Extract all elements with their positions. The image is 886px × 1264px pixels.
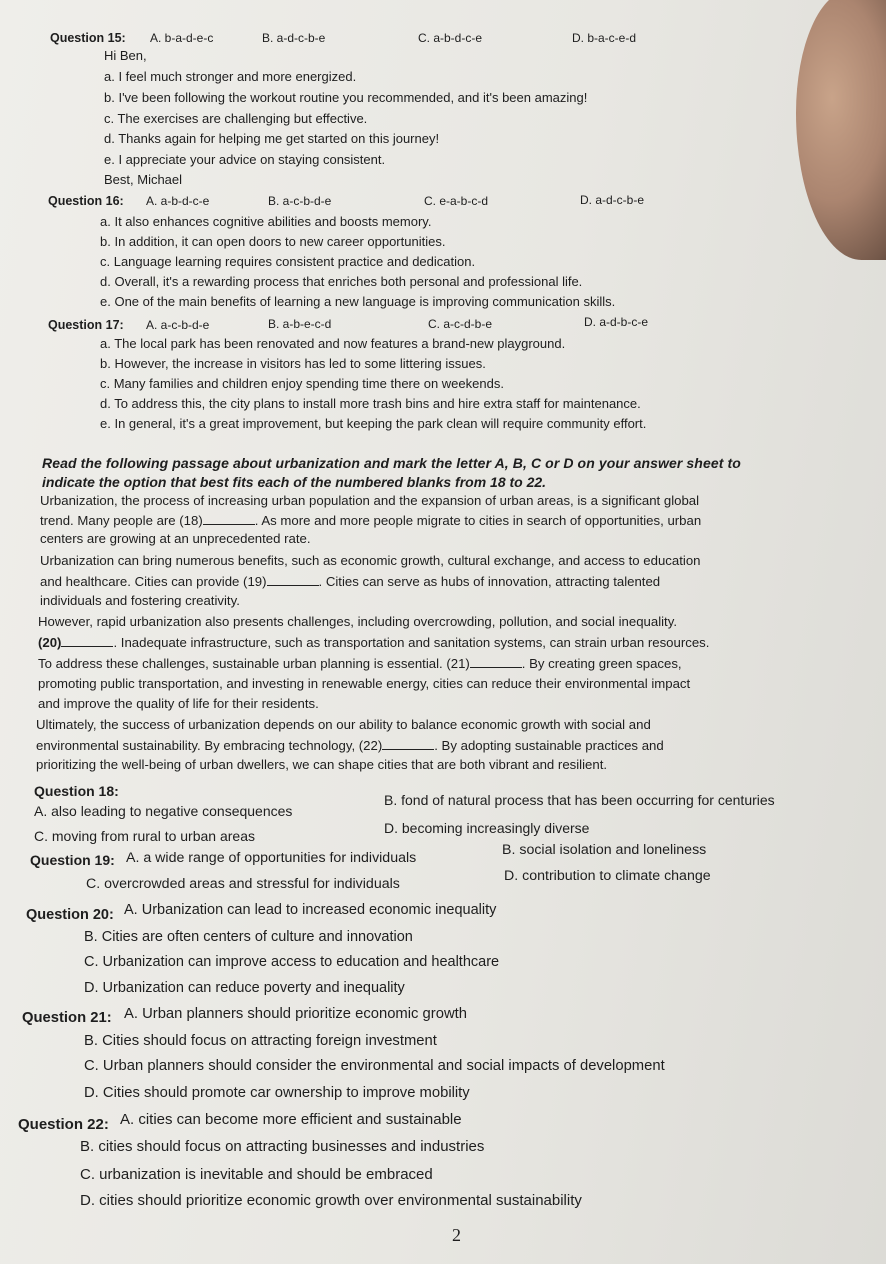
passage-text: . By adopting sustainable practices and <box>434 738 664 753</box>
q21-option-d: D. Cities should promote car ownership to improve mobility <box>84 1085 470 1101</box>
q16-line-0: a. It also enhances cognitive abilities and boosts memory. <box>100 214 432 229</box>
q15-line-2: b. I've been following the workout routine you recommended, and it's been amazing! <box>104 90 588 105</box>
q17-line-3: d. To address this, the city plans to install more trash bins and hire extra staff for maintenance. <box>100 396 641 411</box>
q17-line-1: b. However, the increase in visitors has led to some littering issues. <box>100 356 486 371</box>
q22-option-c: C. urbanization is inevitable and should be embraced <box>80 1166 433 1183</box>
q18-option-a: A. also leading to negative consequences <box>34 803 293 819</box>
q15-option-d: D. b-a-c-e-d <box>572 31 637 45</box>
q18-option-d: D. becoming increasingly diverse <box>384 820 590 836</box>
q22-option-d: D. cities should prioritize economic growth over environmental sustainability <box>80 1192 582 1209</box>
q22-option-a: A. cities can become more efficient and sustainable <box>120 1111 462 1128</box>
passage-p2-line-3: individuals and fostering creativity. <box>40 593 240 608</box>
q16-label: Question 16: <box>48 194 124 208</box>
q17-option-d: D. a-d-b-c-e <box>584 315 649 329</box>
instruction-line-0: Read the following passage about urbanization and mark the letter A, B, C or D on your answer sheet to <box>42 455 741 471</box>
finger-photo-artifact <box>796 0 886 260</box>
q15-header <box>50 30 126 46</box>
passage-p3-line-1 <box>38 634 709 651</box>
blank-20 <box>61 634 113 647</box>
passage-p1-line-0: Urbanization, the process of increasing urban population and the expansion of urban areas, is a significant global <box>40 493 700 508</box>
q20-option-c: C. Urbanization can improve access to education and healthcare <box>84 954 500 970</box>
blank-18 <box>203 512 255 525</box>
q20-option-d: D. Urbanization can reduce poverty and inequality <box>84 980 405 996</box>
q19-option-d: D. contribution to climate change <box>504 868 711 884</box>
q21-label: Question 21: <box>22 1010 112 1026</box>
passage-p2-line-1 <box>40 573 660 590</box>
passage-p1-line-1 <box>40 512 701 529</box>
passage-p3-line-0: However, rapid urbanization also presents challenges, including overcrowding, pollution, and social inequality. <box>38 614 677 629</box>
passage-text: . As more and more people migrate to cities in search of opportunities, urban <box>254 513 702 528</box>
q20-label: Question 20: <box>26 907 114 923</box>
q15-line-3: c. The exercises are challenging but effective. <box>104 111 368 126</box>
blank-22 <box>382 737 434 750</box>
passage-text: trend. Many people are (18) <box>40 513 203 528</box>
q15-option-a: A. b-a-d-e-c <box>150 31 214 45</box>
passage-text: . By creating green spaces, <box>521 656 682 671</box>
q18-option-b: B. fond of natural process that has been occurring for centuries <box>384 792 775 808</box>
q21-option-b: B. Cities should focus on attracting foreign investment <box>84 1033 437 1049</box>
q17-line-2: c. Many families and children enjoy spending time there on weekends. <box>100 376 504 391</box>
q18-label: Question 18: <box>34 783 119 799</box>
q15-line-1: a. I feel much stronger and more energized. <box>104 69 357 84</box>
q16-option-c: C. e-a-b-c-d <box>424 194 489 208</box>
passage-text: environmental sustainability. By embracing technology, (22) <box>36 738 383 753</box>
q19-option-a: A. a wide range of opportunities for individuals <box>126 850 417 866</box>
q16-line-3: d. Overall, it's a rewarding process that enriches both personal and professional life. <box>100 274 583 289</box>
q17-line-0: a. The local park has been renovated and now features a brand-new playground. <box>100 336 566 351</box>
q15-line-0: Hi Ben, <box>104 48 147 63</box>
q20-option-b: B. Cities are often centers of culture and innovation <box>84 929 413 945</box>
q15-line-4: d. Thanks again for helping me get started on this journey! <box>104 131 440 146</box>
passage-p3-line-6: and improve the quality of life for their residents. <box>38 696 319 711</box>
q16-option-d: D. a-d-c-b-e <box>580 193 645 207</box>
q15-label: Question 15: <box>50 31 126 45</box>
q22-option-b: B. cities should focus on attracting businesses and industries <box>80 1138 485 1155</box>
q16-line-4: e. One of the main benefits of learning a new language is improving communication skills. <box>100 294 616 309</box>
q21-option-c: C. Urban planners should consider the environmental and social impacts of development <box>84 1058 665 1074</box>
passage-p1-line-3: centers are growing at an unprecedented rate. <box>40 531 311 546</box>
q17-label: Question 17: <box>48 318 124 332</box>
passage-text: (20) <box>38 635 62 650</box>
passage-p4-line-1 <box>36 737 664 754</box>
instruction-line-1: indicate the option that best fits each of the numbered blanks from 18 to 22. <box>42 474 547 490</box>
q16-line-2: c. Language learning requires consistent practice and dedication. <box>100 254 476 269</box>
q17-option-b: B. a-b-e-c-d <box>268 317 332 331</box>
q17-line-4: e. In general, it's a great improvement, but keeping the park clean will require community effort. <box>100 416 647 431</box>
q19-option-b: B. social isolation and loneliness <box>502 842 707 858</box>
q15-line-5: e. I appreciate your advice on staying consistent. <box>104 152 386 167</box>
passage-p2-line-0: Urbanization can bring numerous benefits, such as economic growth, cultural exchange, and access to education <box>40 553 701 568</box>
passage-p4-line-3: prioritizing the well-being of urban dwellers, we can shape cities that are both vibrant and resilient. <box>36 757 608 772</box>
page-number: 2 <box>452 1225 461 1245</box>
blank-21 <box>470 655 522 668</box>
q19-option-c: C. overcrowded areas and stressful for individuals <box>86 876 400 892</box>
q18-option-c: C. moving from rural to urban areas <box>34 828 255 844</box>
passage-p4-line-0: Ultimately, the success of urbanization depends on our ability to balance economic growth with social and <box>36 717 651 732</box>
q16-option-a: A. a-b-d-c-e <box>146 194 210 208</box>
q22-label: Question 22: <box>18 1116 109 1133</box>
q17-option-a: A. a-c-b-d-e <box>146 318 210 332</box>
q19-label: Question 19: <box>30 852 115 868</box>
passage-text: . Cities can serve as hubs of innovation, attracting talented <box>318 574 661 589</box>
q15-option-c: C. a-b-d-c-e <box>418 31 483 45</box>
passage-p3-line-2 <box>38 655 682 672</box>
q20-option-a: A. Urbanization can lead to increased economic inequality <box>124 902 497 918</box>
q21-option-a: A. Urban planners should prioritize economic growth <box>124 1006 467 1022</box>
q16-option-b: B. a-c-b-d-e <box>268 194 332 208</box>
q15-option-b: B. a-d-c-b-e <box>262 31 326 45</box>
passage-text: . Inadequate infrastructure, such as transportation and sanitation systems, can strain urban resources. <box>113 635 710 650</box>
q17-option-c: C. a-c-d-b-e <box>428 317 493 331</box>
passage-p3-line-5: promoting public transportation, and investing in renewable energy, cities can reduce their environmental impact <box>38 676 691 691</box>
passage-text: and healthcare. Cities can provide (19) <box>40 574 267 589</box>
q16-line-1: b. In addition, it can open doors to new career opportunities. <box>100 234 446 249</box>
q15-line-6: Best, Michael <box>104 172 183 187</box>
blank-19 <box>267 573 319 586</box>
passage-text: To address these challenges, sustainable urban planning is essential. (21) <box>38 656 470 671</box>
